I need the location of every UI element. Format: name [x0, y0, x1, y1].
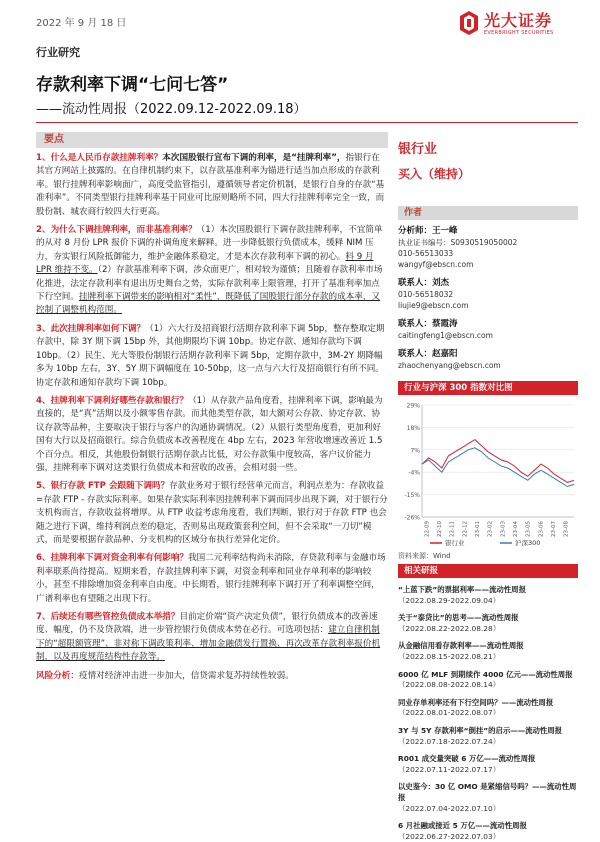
- key-point-heading: 2、为什么下调挂牌利率，而非基准利率？: [36, 225, 197, 236]
- related-research-item[interactable]: [398, 613, 578, 634]
- chart-x-tick-label: 22-10: [437, 521, 443, 537]
- author-email[interactable]: wangyf@ebscn.com: [398, 260, 474, 269]
- index-comparison-chart: [398, 399, 578, 549]
- related-research-item[interactable]: [398, 754, 578, 775]
- rating-label: 买入（维持）: [398, 167, 471, 181]
- author-email[interactable]: liujie9@ebscn.com: [398, 301, 469, 310]
- key-point-text: （1）六大行及招商银行活期存款利率下调 5bp，整存整取定期存款中，除 3Y 期下调 15bp 外，其他期限均下调 10bp。协定存款、通知存款均下调 10bp。（2）民生、光大等股份制银行活期存款利率下调 5bp，定期存款中，3M-2Y 期降幅多为 10bp 左右，3Y、5Y 期下调幅度在 10-50bp，这一点与六大行及招商银行有所不同。协定存款和通知存款均下调 10bp。: [36, 323, 385, 388]
- key-point-text: （1）本次国股银行下调存款挂牌利率，不宜简单的从对 8 月份 LPR 报价下调的补调角度来解释。进一步降低银行负债成本，缓释 NIM 压力，夯实银行风险抵御能力，维护金融体系稳定，才是本次存款利率下调的初心。: [36, 225, 383, 262]
- related-research-header: 相关研报: [398, 564, 578, 578]
- chart-x-tick-label: 23-06: [538, 521, 545, 537]
- chart-x-tick-label: 23-03: [500, 521, 507, 537]
- risk-text: 疫情对经济冲击进一步加大，信贷需求复苏持续性较弱。: [78, 670, 294, 681]
- chart-x-tick-label: 23-02: [487, 521, 494, 537]
- related-research-title: 6 月社融或接近 5 万亿——流动性周报: [398, 821, 527, 831]
- header-divider: [36, 122, 578, 123]
- related-research-date: （2022.08.22-2022.08.28）: [398, 623, 501, 633]
- chart-y-tick-label: 7%: [410, 447, 420, 455]
- author-phone: 010-56513033: [398, 249, 454, 258]
- related-research-title: 关于“泰贷比”的思考——流动性周报: [398, 613, 519, 623]
- related-research-item[interactable]: [398, 821, 578, 842]
- key-point-heading: 1、什么是人民币存款挂牌利率？: [36, 153, 163, 163]
- chart-x-tick-label: 22-09: [424, 521, 431, 537]
- related-research-date: （2022.07.04-2022.07.10）: [398, 803, 501, 813]
- related-research-date: （2022.08.08-2022.08.14）: [398, 680, 501, 690]
- related-research-title: 以史鉴今：30 亿 OMO 是紧缩信号吗？——流动性周报: [398, 782, 577, 802]
- related-research-date: （2022.08.01-2022.08.07）: [398, 708, 501, 718]
- author-email[interactable]: zhaochenyang@ebscn.com: [398, 361, 501, 370]
- related-research-item[interactable]: [398, 585, 578, 606]
- key-point-heading: 3、此次挂牌利率如何下调？: [36, 323, 146, 334]
- key-point-underline: 建立自律机制下的“超限额管理”、非对称下调政策利率、增加金融债发行置换、再次改革存款利率报价机制，以及再度规范结构性存款等。: [36, 625, 381, 663]
- key-point-text: 目前定价端“资产决定负债”，银行负债成本的改善速度、幅度，仍不及贷款端，进一步管控银行负债成本势在必行。可选项包括：: [36, 612, 378, 636]
- author-card: [398, 226, 578, 270]
- logo-cn-text: 光大证券: [484, 11, 553, 30]
- chart-series-line-2: [422, 448, 574, 487]
- author-card: [398, 349, 578, 371]
- key-point-1: [36, 152, 388, 219]
- author-email[interactable]: caitingfeng1@ebscn.com: [398, 331, 493, 340]
- risk-heading: 风险分析：: [36, 670, 79, 681]
- key-point-heading: 6、挂牌利率下调对资金利率有何影响？: [36, 553, 189, 564]
- key-point-5: [36, 480, 388, 547]
- key-point-2: [36, 224, 388, 318]
- key-point-underline: 挂牌利率下调带来的影响相对“柔性”，既降低了国股银行部分存款的成本率，又控制了调整机构范围。: [36, 292, 381, 316]
- chart-y-tick-label: 18%: [406, 424, 420, 432]
- key-point-7: [36, 611, 388, 665]
- report-date: 2022 年 9 月 18 日: [36, 18, 127, 29]
- related-research-item[interactable]: [398, 782, 578, 814]
- author-section-header: 作者: [398, 206, 578, 220]
- key-point-heading: 5、银行存款 FTP 会跟随下调吗？: [36, 481, 170, 492]
- chart-source: 资料来源：Wind: [398, 552, 451, 560]
- key-point-heading: 7、后续还有哪些管控负债成本举措？: [36, 612, 180, 622]
- chart-y-tick-label: -26%: [404, 514, 420, 522]
- logo-mark-icon: [458, 10, 480, 36]
- key-point-text: 我国二元利率结构尚未消除，存贷款利率与金融市场利率联系尚待提高。短期来看，存款挂牌利率下调，对资金利率和同业存单利率的影响较小，甚至不排除增加资金利率自由度。中长期看，银行挂牌利率下调打开了利率调整空间，广谱利率也有望随之出现下行。: [36, 553, 386, 604]
- key-points-header: 要点: [36, 132, 388, 148]
- key-point-text: 指银行在其官方网站上披露的。在自律机制约束下，以存款基准利率为锚进行适当加点形成的存款利率。银行挂牌利率影响面广，高度受监管指引，遵循领导者定价机制，是银行自身的存款“基准利率”。不同类型银行挂牌利率基于同业可比原则略所不同，四大行挂牌利率完全一致，而股份制、城农商行较四大行更高。: [36, 153, 385, 217]
- key-point-3: [36, 323, 388, 390]
- key-point-text: （2）存款基准利率下调，涉众面更广，相对较为谨慎；且随着存款利率市场化推进，法定存款利率有退出历史舞台之势，实际存款利率上限管理，打开了基准利率加点下行空间。: [36, 265, 383, 303]
- report-subtitle: ——流动性周报（2022.09.12-2022.09.18）: [36, 102, 307, 117]
- chart-y-tick-label: 29%: [406, 402, 420, 410]
- related-research-date: （2022.07.18-2022.07.24）: [398, 736, 501, 746]
- related-research-item[interactable]: [398, 670, 578, 691]
- risk-analysis: [36, 670, 388, 683]
- key-points-column: [36, 132, 388, 683]
- related-research-item[interactable]: [398, 641, 578, 662]
- key-point-text: （1）从存款产品角度看，挂牌利率下调，影响最为直接的，是“真”活期以及小额零售存款。而其他类型存款，如大额对公存款、协定存款、协议存款等品种，主要取决于银行与客户的沟通协调情况。（2）从银行类型角度看，更加利好国有大行以及招商银行。综合负债成本改善程度在 4bp 左右，2023 年营收增速改善近 1.5 个百分点。相反，其他股份制银行活期存款占比低，对公存款集中度较高，客户议价能力强，挂牌利率下调对这类银行负债成本和营收的改善，会相对弱一些。: [36, 395, 383, 473]
- author-name: 联系人：蔡霞涛: [398, 319, 458, 329]
- key-point-6: [36, 552, 388, 606]
- related-research-date: （2022.08.15-2022.08.21）: [398, 651, 501, 661]
- chart-y-tick-label: -15%: [404, 492, 420, 500]
- chart-x-tick-label: 23-07: [551, 521, 557, 537]
- related-research-date: （2022.08.29-2022.09.04）: [398, 595, 501, 605]
- key-point-4: [36, 395, 388, 475]
- industry-label: 银行业: [398, 142, 438, 157]
- author-name: 分析师：王一峰: [398, 226, 458, 236]
- related-research-title: 从金融信用看存款利率——流动性周报: [398, 641, 524, 651]
- author-cert: 执业证书编号：S0930519050002: [398, 238, 518, 247]
- author-card: [398, 319, 578, 341]
- author-phone: 010-56518032: [398, 290, 454, 299]
- key-point-heading: 4、挂牌利率下调利好哪些存款和银行？: [36, 395, 189, 406]
- chart-x-tick-label: 23-05: [525, 521, 532, 537]
- author-name: 联系人：赵嘉阳: [398, 349, 458, 359]
- key-point-underline: 料 9 月 LPR 维持不变。: [36, 251, 374, 276]
- brand-logo: [458, 8, 578, 42]
- chart-x-tick-label: 22-11: [449, 521, 456, 537]
- chart-header: 行业与沪深 300 指数对比图: [398, 381, 578, 395]
- author-card: [398, 278, 578, 311]
- related-research-list: [398, 585, 578, 842]
- related-research-title: “上蓝下跌”的票据利率——流动性周报: [398, 585, 526, 594]
- chart-x-tick-label: 23-01: [475, 521, 481, 537]
- chart-y-tick-label: -4%: [408, 469, 420, 477]
- report-title: 存款利率下调“七问七答”: [36, 75, 229, 95]
- key-point-emphasis: 本次国股银行宣布下调的利率，是“挂牌利率”，: [162, 153, 346, 163]
- related-research-date: （2022.06.27-2022.07.03）: [398, 831, 501, 841]
- key-point-text: 存款业务对于银行经营单元而言，利润点差为：存款收益=存款 FTP - 存款实际利率。如果存款实际利率因挂牌利率下调而同步出现下调，对于银行分支机构而言，存款收益将增厚。从 FTP 收益考虑角度看，我们判断，银行对于存款 FTP 也会随之进行下调，维持利润点差的稳定，否则易出现政策套利空间，但不会采取“一刀切”模式，而是要根据存款品种、分支机构的区域分布执行差异化定价。: [36, 481, 388, 545]
- chart-legend-label: 银行业: [445, 539, 465, 547]
- related-research-title: 3Y 与 5Y 存款利率“倒挂”的启示——流动性周报: [398, 725, 563, 735]
- related-research-item[interactable]: [398, 698, 578, 719]
- document-type: 行业研究: [36, 46, 80, 59]
- related-research-item[interactable]: [398, 726, 578, 747]
- related-research-title: R001 成交量突破 6 万亿——流动性周报: [398, 754, 536, 764]
- related-research-date: （2022.07.11-2022.07.17）: [398, 764, 501, 774]
- author-name: 联系人：刘杰: [398, 278, 450, 288]
- logo-en-text: EVERBRIGHT SECURITIES: [484, 30, 554, 36]
- chart-x-tick-label: 22-12: [462, 521, 469, 537]
- related-research-title: 同业存单利率还有下行空间吗？——流动性周报: [398, 697, 554, 707]
- related-research-title: 6000 亿 MLF 到期续作 4000 亿元——流动性周报: [398, 669, 573, 679]
- chart-svg: [398, 399, 578, 549]
- chart-x-tick-label: 23-08: [563, 521, 570, 537]
- sidebar: [398, 132, 578, 842]
- chart-legend-label: 沪深300: [515, 539, 541, 547]
- chart-x-tick-label: 23-04: [513, 521, 519, 537]
